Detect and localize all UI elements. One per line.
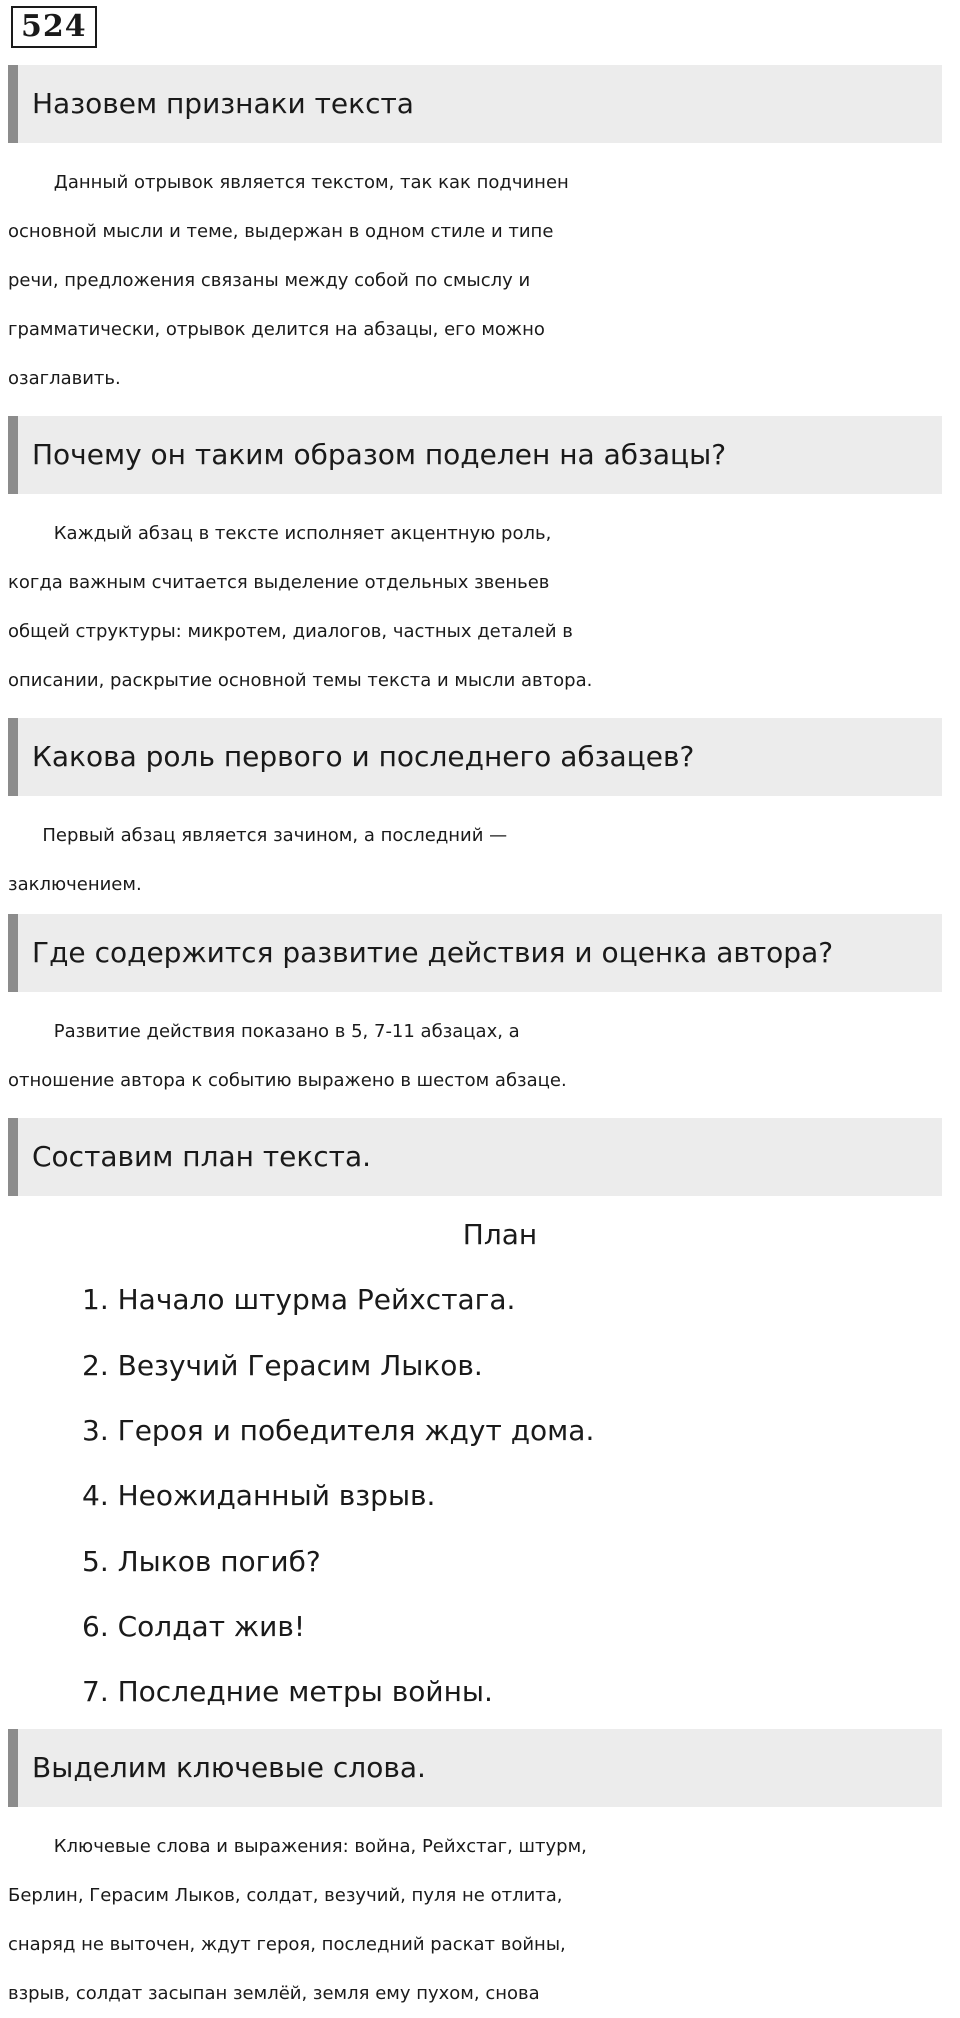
plan-item: 7. Последние метры войны. (82, 1675, 493, 1708)
paragraph-line: Ключевые слова и выражения: война, Рейхстаг, штурм, (8, 1836, 587, 1857)
paragraph-line: заключением. (8, 874, 142, 895)
plan-item: 6. Солдат жив! (82, 1610, 306, 1643)
paragraph-line: описании, раскрытие основной темы текста и мысли автора. (8, 670, 593, 691)
plan-item: 5. Лыков погиб? (82, 1545, 321, 1578)
paragraph-line: речи, предложения связаны между собой по смыслу и (8, 270, 531, 291)
paragraph-line: отношение автора к событию выражено в шестом абзаце. (8, 1070, 567, 1091)
task-number-badge: 524 (11, 6, 97, 48)
heading-development-assessment: Где содержится развитие действия и оценка автора? (8, 914, 942, 992)
heading-paragraph-division: Почему он таким образом поделен на абзацы? (8, 416, 942, 494)
paragraph-line: Первый абзац является зачином, а последний — (8, 825, 508, 846)
plan-item: 3. Героя и победителя ждут дома. (82, 1414, 595, 1447)
paragraph-line: когда важным считается выделение отдельных звеньев (8, 572, 550, 593)
plan-item: 1. Начало штурма Рейхстага. (82, 1283, 516, 1316)
plan-item: 4. Неожиданный взрыв. (82, 1479, 436, 1512)
heading-text-features: Назовем признаки текста (8, 65, 942, 143)
paragraph-line: Берлин, Герасим Лыков, солдат, везучий, пуля не отлита, (8, 1885, 563, 1906)
heading-first-last-paragraphs: Какова роль первого и последнего абзацев? (8, 718, 942, 796)
paragraph-line: Развитие действия показано в 5, 7-11 абзацах, а (8, 1021, 520, 1042)
paragraph-line: Данный отрывок является текстом, так как подчинен (8, 172, 569, 193)
plan-item: 2. Везучий Герасим Лыков. (82, 1349, 483, 1382)
paragraph-line: основной мысли и теме, выдержан в одном стиле и типе (8, 221, 554, 242)
heading-keywords: Выделим ключевые слова. (8, 1729, 942, 1807)
paragraph-line: озаглавить. (8, 368, 121, 389)
paragraph-line: общей структуры: микротем, диалогов, частных деталей в (8, 621, 573, 642)
paragraph-line: грамматически, отрывок делится на абзацы, его можно (8, 319, 545, 340)
heading-plan: Составим план текста. (8, 1118, 942, 1196)
paragraph-line: снаряд не выточен, ждут героя, последний раскат войны, (8, 1934, 566, 1955)
paragraph-line: Каждый абзац в тексте исполняет акцентную роль, (8, 523, 552, 544)
paragraph-line: взрыв, солдат засыпан землёй, земля ему пухом, снова (8, 1983, 540, 2004)
plan-title: План (462, 1218, 538, 1251)
